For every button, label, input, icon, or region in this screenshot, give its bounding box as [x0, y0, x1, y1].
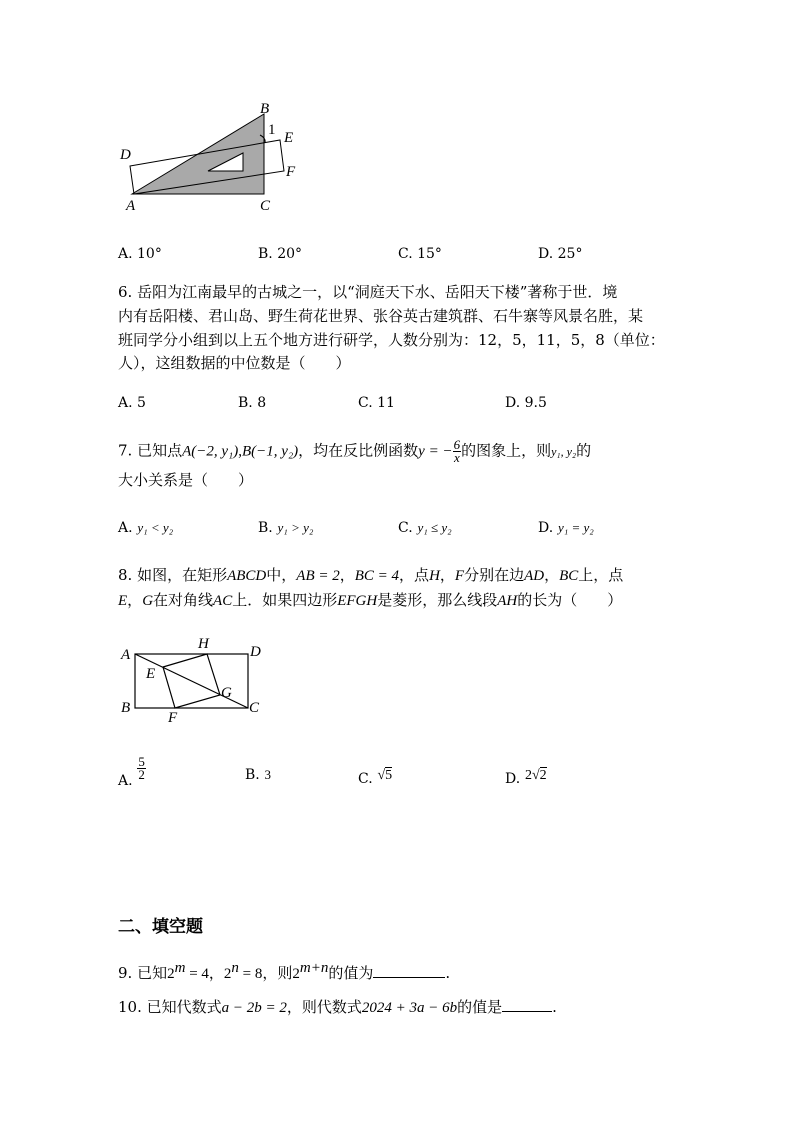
q10-prefix: 10. 已知代数式	[118, 998, 222, 1016]
q7-func-fraction	[453, 439, 462, 464]
q10-expr2: 2024 + 3a − 6b	[361, 1000, 458, 1016]
q7-tail: 的图象上，则	[461, 441, 552, 460]
q9-e2-rest: = 8	[238, 966, 263, 982]
q8-l2-t1: ，	[127, 591, 143, 609]
q8-option-a-label: A.	[118, 772, 133, 789]
q8-l1-t14: 上，点	[578, 566, 624, 584]
section-title: 二、填空题	[118, 917, 203, 937]
q6-option-b: B. 8	[238, 395, 267, 411]
q9-e1-rest: = 4	[185, 966, 209, 982]
q6-line-2: 内有岳阳楼、君山岛、野生荷花世界、张谷英古建筑群、石牛寨等风景名胜，某	[118, 307, 644, 325]
q8-l1-bc2: BC	[559, 568, 579, 584]
q8-l1-bc: BC = 4	[354, 568, 400, 584]
q8-l2-ac: AC	[213, 593, 233, 609]
q6-line-3: 班同学分小组到以上五个地方进行研学，人数分别为：12，5，11，5，8（单位：	[118, 331, 665, 349]
q8-l2-t3: 在对角线	[153, 591, 214, 609]
q7-option-d	[538, 516, 594, 539]
q5-option-b: B. 20°	[258, 246, 303, 262]
q9-e2-exp: n	[231, 960, 239, 976]
q6-option-a: A. 5	[118, 395, 146, 411]
q8-l2-t9: 的长为（ ）	[517, 591, 623, 609]
q7-point-b: B(−1, y₂)	[242, 443, 299, 460]
q7-option-b-label: B.	[258, 520, 273, 536]
q9-tail: 的值为	[328, 964, 374, 982]
q8-l1-t8: ，	[439, 566, 455, 584]
q7-option-b-expr: y₁ > y₂	[277, 520, 314, 535]
q7-option-d-expr: y₁ = y₂	[557, 520, 594, 535]
label-G: G	[221, 685, 232, 701]
q8-option-d-sqrt: √2	[531, 768, 547, 783]
q9-end: .	[445, 964, 451, 982]
q8-l1-t0: 8. 如图，在矩形	[118, 566, 228, 584]
q9-e3-exp: m+n	[299, 960, 329, 976]
q6-line-4: 人），这组数据的中位数是（ ）	[118, 354, 351, 372]
q9-prefix: 9. 已知	[118, 964, 168, 982]
q7-mid: ，均在反比例函数	[298, 441, 419, 460]
q7-option-d-label: D.	[538, 520, 554, 536]
q8-option-a-fraction	[137, 756, 146, 781]
q7-option-c-expr: y₁ ≤ y₂	[417, 520, 452, 535]
q8-option-b-label: B.	[245, 767, 260, 783]
q8-l2-e: E	[118, 593, 128, 609]
q9-e1: 2	[167, 966, 175, 982]
q6-line-1: 6. 岳阳为江南最早的古城之一，以“洞庭天下水、岳阳天下楼”著称于世．境	[118, 283, 618, 301]
q10-end: .	[552, 998, 557, 1016]
label-A: A	[121, 647, 131, 663]
q8-option-b-expr: 3	[264, 767, 272, 782]
q9-e2: 2	[223, 966, 232, 982]
q7-line-2: 大小关系是（ ）	[118, 471, 254, 489]
q8-option-d	[505, 763, 547, 787]
q6-option-d: D. 9.5	[505, 395, 547, 411]
q7-vars: y₁, y₂	[551, 444, 577, 459]
label-D: D	[250, 644, 261, 660]
q8-l1-t10: 分别在边	[464, 566, 525, 584]
q7-option-a-expr: y₁ < y₂	[137, 520, 174, 535]
q8-l1-h: H	[429, 568, 440, 584]
q7-func-lhs: y = −	[418, 443, 453, 460]
q8-l2-g: G	[142, 593, 154, 609]
q8-l1-f: F	[454, 568, 465, 584]
q10-expr1: a − 2b = 2	[221, 1000, 287, 1016]
label-B: B	[121, 700, 131, 716]
q7-point-a: A(−2, y₁)	[182, 443, 239, 460]
q9-answer-blank[interactable]	[373, 962, 445, 978]
q10-line	[118, 996, 557, 1019]
q6-option-c: C. 11	[358, 395, 395, 411]
q5-option-d: D. 25°	[538, 246, 583, 262]
q7-func-den: x	[453, 450, 460, 465]
q8-option-c-label: C.	[358, 771, 373, 787]
q7-option-b	[258, 516, 313, 539]
q8-line-2	[118, 589, 622, 612]
q8-l2-t5: 上．如果四边形	[232, 591, 338, 609]
q8-l2-efgh: EFGH	[337, 593, 378, 609]
q7-line-1: 7. 已知点A(−2, y₁),B(−1, y₂)，均在反比例函数y = − $\frac{6}{x}$ 的图象上，则y₁, y₂的	[118, 437, 592, 465]
q8-line-1	[118, 564, 623, 587]
q9-e1-exp: m	[174, 960, 186, 976]
q7-option-a	[118, 516, 173, 539]
q8-l1-ab: AB = 2	[296, 568, 340, 584]
q8-l1-t2: 中，	[266, 566, 297, 584]
q8-option-b	[245, 763, 271, 786]
q7-option-a-label: A.	[118, 520, 133, 536]
q8-l2-t7: 是菱形，那么线段	[377, 591, 498, 609]
label-E: E	[284, 130, 294, 146]
q9-line	[118, 957, 450, 985]
q5-option-c: C. 15°	[398, 246, 442, 262]
label-E: E	[146, 666, 156, 682]
q9-sep: ，	[208, 964, 224, 982]
q8-figure	[110, 632, 280, 722]
q8-option-d-radicand: 2	[539, 768, 547, 783]
label-C: C	[260, 198, 271, 214]
q9-e3: 2	[292, 966, 300, 982]
q8-l1-t4: ，	[339, 566, 355, 584]
label-D: D	[120, 147, 131, 163]
q8-l1-t6: ，点	[399, 566, 430, 584]
q8-option-a	[118, 754, 146, 789]
label-F: F	[286, 164, 296, 180]
q7-func-num: 6	[453, 437, 461, 452]
q7-option-c-label: C.	[398, 520, 413, 536]
label-1: 1	[268, 122, 276, 138]
label-F: F	[168, 710, 178, 722]
q10-tail: 的值是	[457, 998, 503, 1016]
q8-l1-t12: ，	[544, 566, 560, 584]
q8-option-c-sqrt: √5	[377, 768, 393, 783]
q8-l1-ad: AD	[524, 568, 545, 584]
q8-option-d-label: D.	[505, 771, 521, 787]
q8-option-c-radicand: 5	[385, 768, 393, 783]
q8-option-c	[358, 763, 392, 787]
q9-mid: ，则	[262, 964, 293, 982]
q7-prefix: 7. 已知点	[118, 441, 183, 460]
label-A: A	[126, 198, 136, 214]
q8-l1-abcd: ABCD	[227, 568, 267, 584]
q5-option-a: A. 10°	[118, 246, 162, 262]
q10-mid: ，则代数式	[286, 998, 362, 1016]
q8-l2-ah: AH	[497, 593, 518, 609]
q7-tail2: 的	[576, 441, 592, 460]
label-C: C	[249, 700, 260, 716]
q8-option-d-coef: 2	[524, 768, 532, 783]
q8-option-a-num: 5	[138, 754, 145, 769]
q5-figure	[110, 98, 310, 214]
q8-option-a-den: 2	[138, 767, 145, 782]
q7-option-c	[398, 516, 452, 539]
label-B: B	[260, 101, 270, 117]
label-H: H	[198, 636, 209, 652]
q10-answer-blank[interactable]	[502, 996, 552, 1012]
